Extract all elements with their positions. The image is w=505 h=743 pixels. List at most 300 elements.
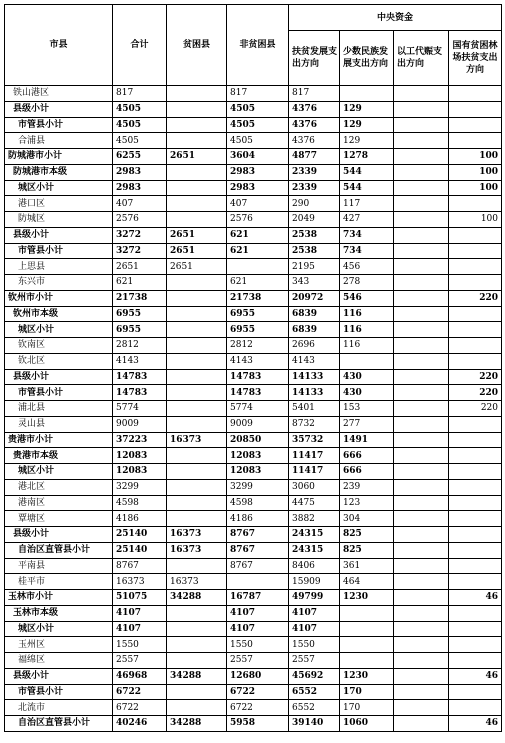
county-name: 贵港市小计 — [5, 432, 113, 448]
work-relief-cell — [394, 259, 449, 275]
poverty-dev-cell: 4376 — [289, 117, 340, 133]
county-name: 县级小计 — [5, 369, 113, 385]
minority-dev-cell — [340, 621, 394, 637]
minority-dev-cell — [340, 637, 394, 653]
table-row — [5, 716, 502, 732]
poor-county-cell: 2651 — [167, 227, 227, 243]
county-name: 钦州市小计 — [5, 290, 113, 306]
county-name: 城区小计 — [5, 464, 113, 480]
work-relief-cell — [394, 464, 449, 480]
forest-farm-cell: 100 — [449, 164, 502, 180]
total-cell: 6722 — [113, 684, 167, 700]
total-cell: 40246 — [113, 716, 167, 732]
total-cell: 6722 — [113, 700, 167, 716]
table-row — [5, 542, 502, 558]
non-poor-county-cell: 4107 — [227, 605, 289, 621]
county-name: 浦北县 — [5, 401, 113, 417]
non-poor-county-cell: 6722 — [227, 700, 289, 716]
minority-dev-cell: 464 — [340, 574, 394, 590]
poor-county-cell: 2651 — [167, 259, 227, 275]
work-relief-cell — [394, 227, 449, 243]
county-name: 市管县小计 — [5, 385, 113, 401]
table-row — [5, 700, 502, 716]
work-relief-cell — [394, 653, 449, 669]
minority-dev-cell: 456 — [340, 259, 394, 275]
forest-farm-cell: 46 — [449, 716, 502, 732]
work-relief-cell — [394, 511, 449, 527]
table-row — [5, 322, 502, 338]
table-row — [5, 164, 502, 180]
table-row — [5, 621, 502, 637]
poor-county-cell — [167, 511, 227, 527]
non-poor-county-cell: 2983 — [227, 164, 289, 180]
poor-county-cell: 16373 — [167, 574, 227, 590]
non-poor-county-cell: 407 — [227, 196, 289, 212]
poverty-dev-cell: 15909 — [289, 574, 340, 590]
county-name: 平南县 — [5, 558, 113, 574]
poverty-dev-cell: 49799 — [289, 590, 340, 606]
poor-county-cell — [167, 448, 227, 464]
forest-farm-cell — [449, 196, 502, 212]
county-name: 市管县小计 — [5, 117, 113, 133]
county-name: 市管县小计 — [5, 684, 113, 700]
county-name: 桂平市 — [5, 574, 113, 590]
county-name: 贵港市本级 — [5, 448, 113, 464]
table-row — [5, 416, 502, 432]
work-relief-cell — [394, 243, 449, 259]
work-relief-cell — [394, 306, 449, 322]
table-row — [5, 558, 502, 574]
poverty-dev-cell: 8406 — [289, 558, 340, 574]
county-name: 钦北区 — [5, 353, 113, 369]
forest-farm-cell — [449, 243, 502, 259]
total-cell: 4505 — [113, 101, 167, 117]
forest-farm-cell — [449, 558, 502, 574]
table-row — [5, 653, 502, 669]
poor-county-cell: 34288 — [167, 668, 227, 684]
non-poor-county-cell: 4598 — [227, 495, 289, 511]
total-cell: 5774 — [113, 401, 167, 417]
minority-dev-cell: 1230 — [340, 590, 394, 606]
non-poor-county-cell: 4143 — [227, 353, 289, 369]
table-row — [5, 101, 502, 117]
table-row — [5, 133, 502, 149]
non-poor-county-cell: 2576 — [227, 212, 289, 228]
poor-county-cell — [167, 621, 227, 637]
table-row — [5, 117, 502, 133]
non-poor-county-cell: 2557 — [227, 653, 289, 669]
poor-county-cell — [167, 275, 227, 291]
table-row — [5, 684, 502, 700]
poverty-dev-cell: 6839 — [289, 322, 340, 338]
non-poor-county-cell: 3604 — [227, 149, 289, 165]
non-poor-county-cell: 8767 — [227, 542, 289, 558]
poverty-dev-cell: 2339 — [289, 180, 340, 196]
minority-dev-cell — [340, 353, 394, 369]
forest-farm-cell — [449, 306, 502, 322]
poor-county-cell — [167, 464, 227, 480]
minority-dev-cell: 170 — [340, 684, 394, 700]
minority-dev-cell: 277 — [340, 416, 394, 432]
minority-dev-cell: 666 — [340, 464, 394, 480]
minority-dev-cell: 1491 — [340, 432, 394, 448]
total-cell: 4505 — [113, 117, 167, 133]
minority-dev-cell: 153 — [340, 401, 394, 417]
minority-dev-cell: 116 — [340, 322, 394, 338]
total-cell: 2983 — [113, 164, 167, 180]
minority-dev-cell: 825 — [340, 527, 394, 543]
work-relief-cell — [394, 180, 449, 196]
total-cell: 9009 — [113, 416, 167, 432]
non-poor-county-cell: 12083 — [227, 464, 289, 480]
work-relief-cell — [394, 416, 449, 432]
work-relief-cell — [394, 495, 449, 511]
total-cell: 14783 — [113, 369, 167, 385]
non-poor-county-cell: 6955 — [227, 322, 289, 338]
forest-farm-cell: 46 — [449, 590, 502, 606]
forest-farm-cell — [449, 259, 502, 275]
forest-farm-cell: 100 — [449, 149, 502, 165]
table-row — [5, 86, 502, 102]
poor-county-cell — [167, 164, 227, 180]
poverty-dev-cell: 3060 — [289, 479, 340, 495]
work-relief-cell — [394, 542, 449, 558]
forest-farm-cell — [449, 275, 502, 291]
county-name: 钦南区 — [5, 338, 113, 354]
header-forest-farm: 国有贫困林场扶贫支出方向 — [449, 31, 502, 86]
forest-farm-cell — [449, 511, 502, 527]
county-name: 福绵区 — [5, 653, 113, 669]
total-cell: 2651 — [113, 259, 167, 275]
county-name: 钦州市本级 — [5, 306, 113, 322]
poor-county-cell — [167, 322, 227, 338]
work-relief-cell — [394, 479, 449, 495]
forest-farm-cell — [449, 432, 502, 448]
county-name: 港南区 — [5, 495, 113, 511]
work-relief-cell — [394, 86, 449, 102]
poverty-dev-cell: 4107 — [289, 621, 340, 637]
poverty-dev-cell: 2557 — [289, 653, 340, 669]
poor-county-cell — [167, 558, 227, 574]
county-name: 东兴市 — [5, 275, 113, 291]
poor-county-cell — [167, 637, 227, 653]
work-relief-cell — [394, 668, 449, 684]
minority-dev-cell: 116 — [340, 306, 394, 322]
table-row — [5, 243, 502, 259]
work-relief-cell — [394, 700, 449, 716]
table-row — [5, 259, 502, 275]
county-name: 防城港市本级 — [5, 164, 113, 180]
forest-farm-cell — [449, 227, 502, 243]
minority-dev-cell — [340, 653, 394, 669]
forest-farm-cell — [449, 338, 502, 354]
table-row — [5, 448, 502, 464]
forest-farm-cell — [449, 464, 502, 480]
forest-farm-cell: 46 — [449, 668, 502, 684]
poor-county-cell — [167, 180, 227, 196]
non-poor-county-cell: 20850 — [227, 432, 289, 448]
poverty-dev-cell: 4877 — [289, 149, 340, 165]
poor-county-cell: 16373 — [167, 432, 227, 448]
non-poor-county-cell: 3299 — [227, 479, 289, 495]
poverty-dev-cell: 6552 — [289, 684, 340, 700]
work-relief-cell — [394, 275, 449, 291]
non-poor-county-cell — [227, 574, 289, 590]
poverty-dev-cell: 4376 — [289, 133, 340, 149]
non-poor-county-cell: 21738 — [227, 290, 289, 306]
total-cell: 6255 — [113, 149, 167, 165]
total-cell: 6955 — [113, 322, 167, 338]
minority-dev-cell: 1060 — [340, 716, 394, 732]
table-row — [5, 353, 502, 369]
poverty-dev-cell: 290 — [289, 196, 340, 212]
table-row — [5, 479, 502, 495]
forest-farm-cell — [449, 322, 502, 338]
forest-farm-cell: 220 — [449, 401, 502, 417]
forest-farm-cell — [449, 117, 502, 133]
work-relief-cell — [394, 605, 449, 621]
poverty-dev-cell: 6839 — [289, 306, 340, 322]
poor-county-cell — [167, 86, 227, 102]
non-poor-county-cell: 2812 — [227, 338, 289, 354]
table-row — [5, 637, 502, 653]
forest-farm-cell — [449, 416, 502, 432]
minority-dev-cell: 278 — [340, 275, 394, 291]
header-poor-county: 贫困县 — [167, 5, 227, 86]
county-name: 港北区 — [5, 479, 113, 495]
minority-dev-cell — [340, 605, 394, 621]
poverty-dev-cell: 14133 — [289, 369, 340, 385]
forest-farm-cell — [449, 133, 502, 149]
header-minority-dev: 少数民族发展支出方向 — [340, 31, 394, 86]
minority-dev-cell — [340, 86, 394, 102]
poor-county-cell — [167, 338, 227, 354]
county-name: 县级小计 — [5, 101, 113, 117]
header-county: 市县 — [5, 5, 113, 86]
non-poor-county-cell — [227, 259, 289, 275]
work-relief-cell — [394, 684, 449, 700]
minority-dev-cell: 430 — [340, 385, 394, 401]
forest-farm-cell: 100 — [449, 180, 502, 196]
forest-farm-cell — [449, 684, 502, 700]
poor-county-cell — [167, 495, 227, 511]
poverty-dev-cell: 20972 — [289, 290, 340, 306]
table-row — [5, 290, 502, 306]
county-name: 县级小计 — [5, 227, 113, 243]
non-poor-county-cell: 14783 — [227, 369, 289, 385]
minority-dev-cell: 825 — [340, 542, 394, 558]
minority-dev-cell: 734 — [340, 227, 394, 243]
county-name: 县级小计 — [5, 668, 113, 684]
forest-farm-cell: 220 — [449, 290, 502, 306]
minority-dev-cell: 1230 — [340, 668, 394, 684]
poor-county-cell — [167, 290, 227, 306]
work-relief-cell — [394, 212, 449, 228]
poverty-dev-cell: 6552 — [289, 700, 340, 716]
poverty-dev-cell: 2339 — [289, 164, 340, 180]
poverty-dev-cell: 5401 — [289, 401, 340, 417]
total-cell: 3272 — [113, 243, 167, 259]
work-relief-cell — [394, 196, 449, 212]
table-row — [5, 590, 502, 606]
work-relief-cell — [394, 574, 449, 590]
total-cell: 2557 — [113, 653, 167, 669]
county-name: 防城港市小计 — [5, 149, 113, 165]
total-cell: 4107 — [113, 621, 167, 637]
table-row — [5, 227, 502, 243]
table-row — [5, 527, 502, 543]
minority-dev-cell: 361 — [340, 558, 394, 574]
header-poverty-dev: 扶贫发展支出方向 — [289, 31, 340, 86]
non-poor-county-cell: 16787 — [227, 590, 289, 606]
total-cell: 12083 — [113, 464, 167, 480]
county-name: 自治区直管县小计 — [5, 716, 113, 732]
non-poor-county-cell: 4505 — [227, 133, 289, 149]
county-name: 合浦县 — [5, 133, 113, 149]
non-poor-county-cell: 12083 — [227, 448, 289, 464]
minority-dev-cell: 116 — [340, 338, 394, 354]
poverty-dev-cell: 4107 — [289, 605, 340, 621]
poverty-dev-cell: 24315 — [289, 542, 340, 558]
county-name: 城区小计 — [5, 621, 113, 637]
minority-dev-cell: 129 — [340, 101, 394, 117]
non-poor-county-cell: 621 — [227, 243, 289, 259]
work-relief-cell — [394, 527, 449, 543]
poverty-dev-cell: 4143 — [289, 353, 340, 369]
funding-table — [4, 4, 502, 732]
poor-county-cell — [167, 369, 227, 385]
poverty-dev-cell: 343 — [289, 275, 340, 291]
forest-farm-cell: 100 — [449, 212, 502, 228]
minority-dev-cell: 129 — [340, 117, 394, 133]
non-poor-county-cell: 4505 — [227, 117, 289, 133]
total-cell: 817 — [113, 86, 167, 102]
forest-farm-cell — [449, 527, 502, 543]
poverty-dev-cell: 11417 — [289, 464, 340, 480]
table-row — [5, 511, 502, 527]
total-cell: 37223 — [113, 432, 167, 448]
poverty-dev-cell: 1550 — [289, 637, 340, 653]
poverty-dev-cell: 3882 — [289, 511, 340, 527]
header-work-relief: 以工代赈支出方向 — [394, 31, 449, 86]
forest-farm-cell — [449, 542, 502, 558]
poor-county-cell — [167, 653, 227, 669]
poor-county-cell: 2651 — [167, 243, 227, 259]
work-relief-cell — [394, 133, 449, 149]
forest-farm-cell — [449, 479, 502, 495]
work-relief-cell — [394, 385, 449, 401]
total-cell: 16373 — [113, 574, 167, 590]
poverty-dev-cell: 2696 — [289, 338, 340, 354]
table-row — [5, 401, 502, 417]
work-relief-cell — [394, 164, 449, 180]
total-cell: 6955 — [113, 306, 167, 322]
county-name: 城区小计 — [5, 322, 113, 338]
work-relief-cell — [394, 621, 449, 637]
poor-county-cell — [167, 306, 227, 322]
work-relief-cell — [394, 322, 449, 338]
forest-farm-cell — [449, 637, 502, 653]
poor-county-cell — [167, 605, 227, 621]
table-row — [5, 432, 502, 448]
poor-county-cell — [167, 700, 227, 716]
county-name: 覃塘区 — [5, 511, 113, 527]
total-cell: 25140 — [113, 527, 167, 543]
total-cell: 1550 — [113, 637, 167, 653]
work-relief-cell — [394, 338, 449, 354]
total-cell: 8767 — [113, 558, 167, 574]
county-name: 玉州区 — [5, 637, 113, 653]
county-name: 县级小计 — [5, 527, 113, 543]
poor-county-cell — [167, 684, 227, 700]
total-cell: 621 — [113, 275, 167, 291]
minority-dev-cell: 544 — [340, 164, 394, 180]
non-poor-county-cell: 8767 — [227, 527, 289, 543]
forest-farm-cell — [449, 101, 502, 117]
poverty-dev-cell: 817 — [289, 86, 340, 102]
total-cell: 4186 — [113, 511, 167, 527]
poor-county-cell — [167, 416, 227, 432]
table-row — [5, 275, 502, 291]
non-poor-county-cell: 621 — [227, 275, 289, 291]
minority-dev-cell: 304 — [340, 511, 394, 527]
minority-dev-cell: 123 — [340, 495, 394, 511]
header-central-funds: 中央资金 — [289, 5, 502, 31]
total-cell: 2576 — [113, 212, 167, 228]
poverty-dev-cell: 35732 — [289, 432, 340, 448]
total-cell: 4598 — [113, 495, 167, 511]
county-name: 北流市 — [5, 700, 113, 716]
work-relief-cell — [394, 716, 449, 732]
poor-county-cell — [167, 133, 227, 149]
non-poor-county-cell: 6955 — [227, 306, 289, 322]
total-cell: 4107 — [113, 605, 167, 621]
poor-county-cell: 2651 — [167, 149, 227, 165]
total-cell: 2812 — [113, 338, 167, 354]
total-cell: 4505 — [113, 133, 167, 149]
non-poor-county-cell: 8767 — [227, 558, 289, 574]
header-total: 合计 — [113, 5, 167, 86]
county-name: 市管县小计 — [5, 243, 113, 259]
forest-farm-cell — [449, 353, 502, 369]
work-relief-cell — [394, 401, 449, 417]
minority-dev-cell: 170 — [340, 700, 394, 716]
work-relief-cell — [394, 353, 449, 369]
minority-dev-cell: 427 — [340, 212, 394, 228]
work-relief-cell — [394, 117, 449, 133]
work-relief-cell — [394, 290, 449, 306]
minority-dev-cell: 544 — [340, 180, 394, 196]
minority-dev-cell: 117 — [340, 196, 394, 212]
work-relief-cell — [394, 558, 449, 574]
total-cell: 46968 — [113, 668, 167, 684]
poverty-dev-cell: 2538 — [289, 227, 340, 243]
forest-farm-cell — [449, 621, 502, 637]
non-poor-county-cell: 5774 — [227, 401, 289, 417]
minority-dev-cell: 430 — [340, 369, 394, 385]
poor-county-cell — [167, 117, 227, 133]
poor-county-cell: 34288 — [167, 590, 227, 606]
forest-farm-cell — [449, 495, 502, 511]
county-name: 灵山县 — [5, 416, 113, 432]
county-name: 防城区 — [5, 212, 113, 228]
work-relief-cell — [394, 149, 449, 165]
non-poor-county-cell: 4107 — [227, 621, 289, 637]
poverty-dev-cell: 14133 — [289, 385, 340, 401]
work-relief-cell — [394, 448, 449, 464]
county-name: 玉林市小计 — [5, 590, 113, 606]
table-body — [5, 86, 502, 732]
